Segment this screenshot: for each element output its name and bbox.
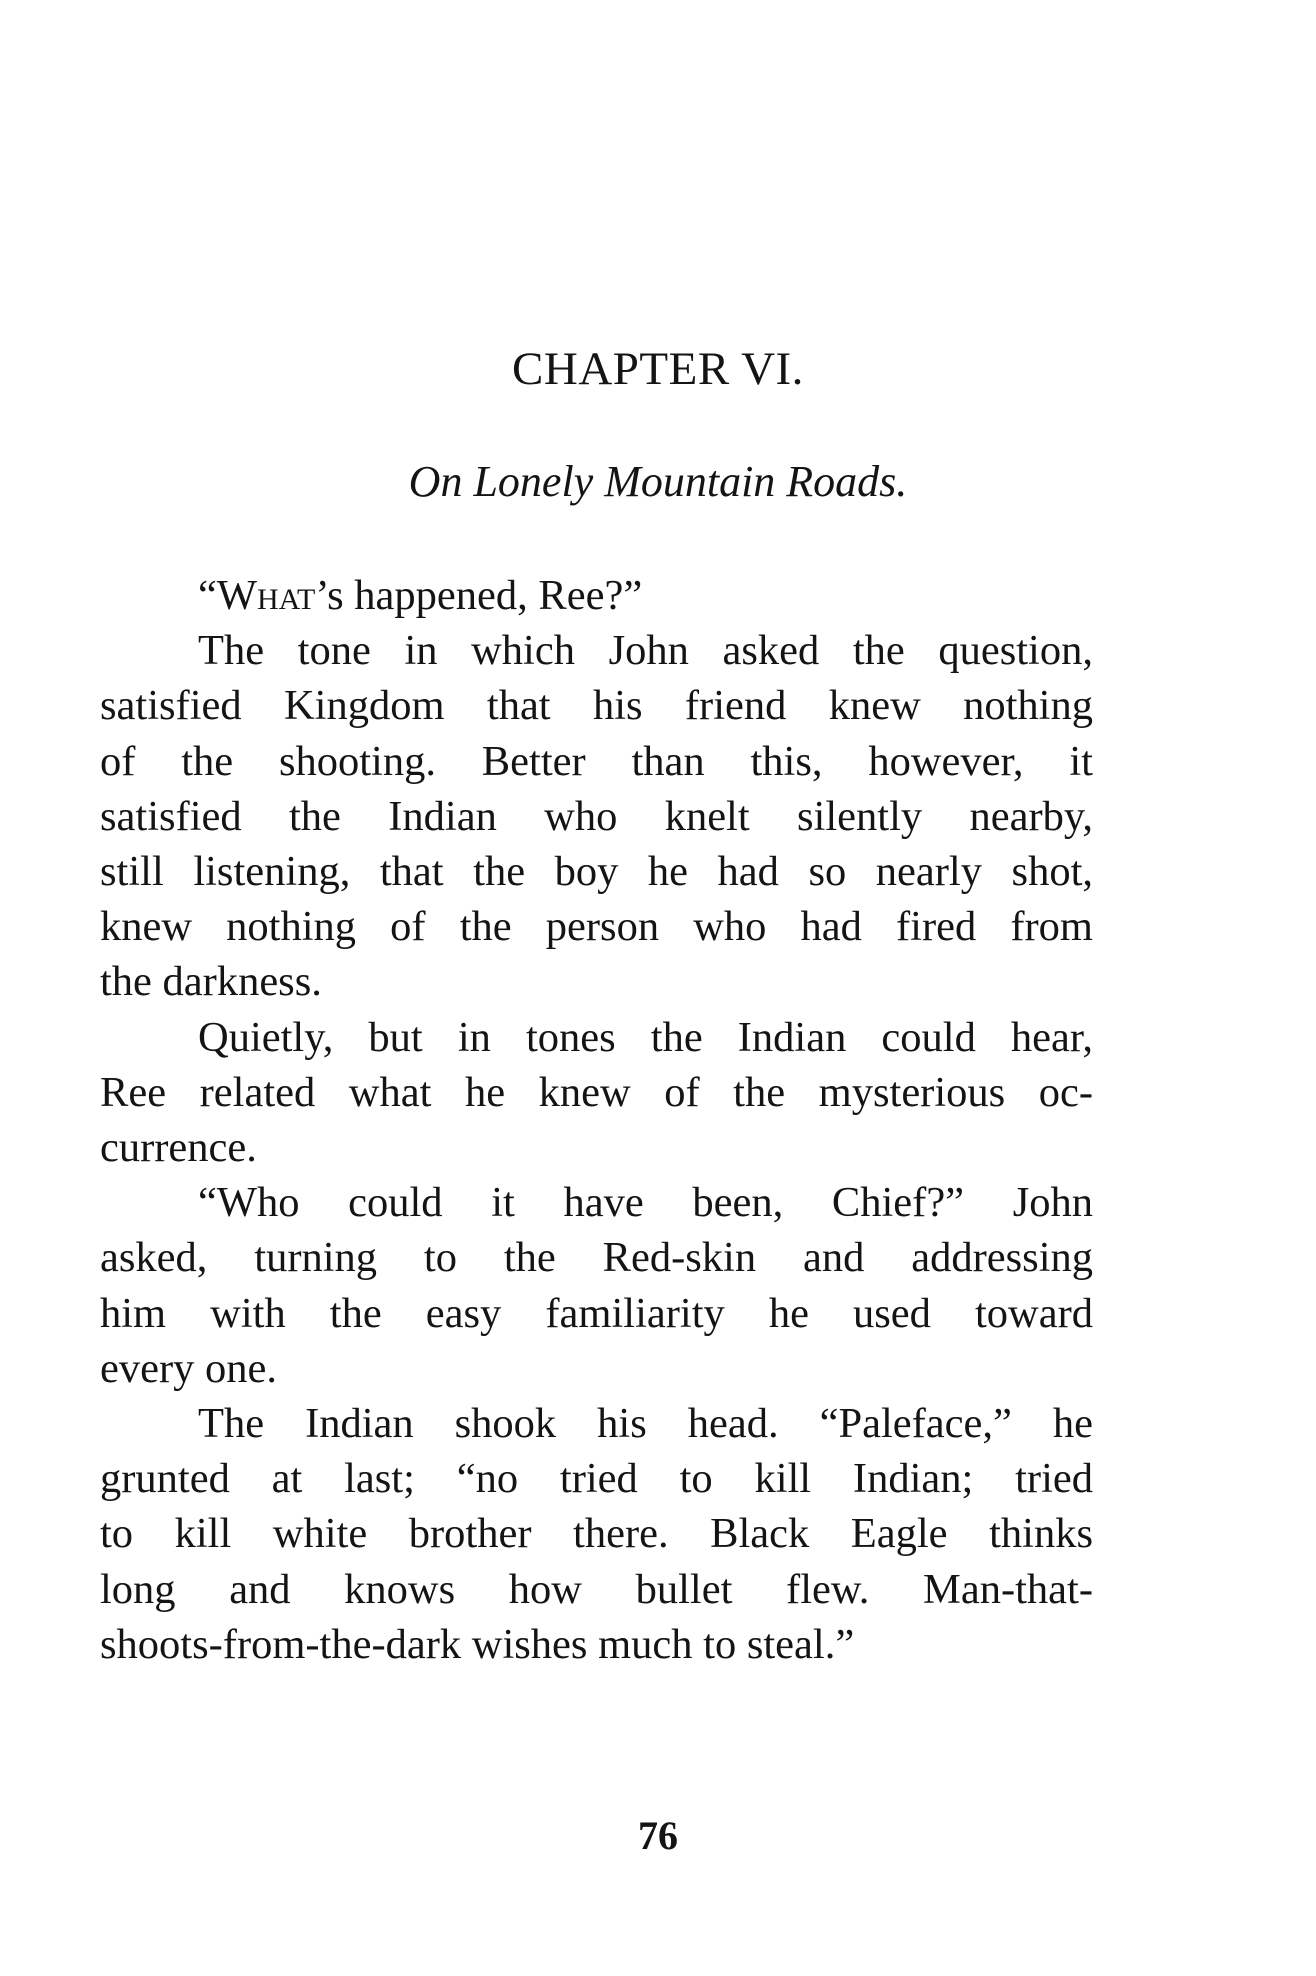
- text-line: every one.: [100, 1344, 277, 1392]
- text-line: the darkness.: [100, 958, 322, 1006]
- text-line: satisfied the Indian who knelt silently nearby,: [100, 792, 1093, 840]
- text-line: of the shooting. Better than this, however, it: [100, 737, 1093, 785]
- text-line: currence.: [100, 1124, 257, 1172]
- text-line: still listening, that the boy he had so nearly shot,: [100, 848, 1093, 896]
- text-line: grunted at last; “no tried to kill Indian; tried: [100, 1455, 1093, 1503]
- paragraph: [100, 1010, 1093, 1176]
- page-number: 76: [638, 1813, 678, 1858]
- text-line: shoots-from-the-dark wishes much to steal.”: [100, 1620, 855, 1668]
- text-line: knew nothing of the person who had fired from: [100, 903, 1093, 951]
- text-line: The Indian shook his head. “Paleface,” he: [198, 1400, 1093, 1448]
- text-line: [100, 568, 1093, 623]
- text-line: long and knows how bullet flew. Man-that-: [100, 1565, 1093, 1613]
- text-line: satisfied Kingdom that his friend knew nothing: [100, 682, 1093, 730]
- chapter-heading: CHAPTER VI.: [512, 343, 804, 395]
- text-line: asked, turning to the Red-skin and addressing: [100, 1234, 1093, 1282]
- paragraph: [100, 623, 1093, 1009]
- paragraph: [100, 1175, 1093, 1396]
- text-line: “Who could it have been, Chief?” John: [198, 1179, 1093, 1227]
- paragraph: [100, 1396, 1093, 1672]
- text-line: The tone in which John asked the question,: [198, 627, 1093, 675]
- body-text: [100, 568, 1093, 1672]
- text-line: him with the easy familiarity he used toward: [100, 1289, 1093, 1337]
- text-line: Ree related what he knew of the mysterious oc-: [100, 1068, 1093, 1116]
- paragraph: [100, 568, 1093, 623]
- small-caps-opening: “What: [198, 572, 316, 619]
- text-line: Quietly, but in tones the Indian could hear,: [198, 1013, 1093, 1061]
- chapter-subtitle: On Lonely Mountain Roads.: [408, 457, 908, 506]
- text-line: to kill white brother there. Black Eagle thinks: [100, 1510, 1093, 1558]
- line-text: ’s happened, Ree?”: [315, 572, 643, 619]
